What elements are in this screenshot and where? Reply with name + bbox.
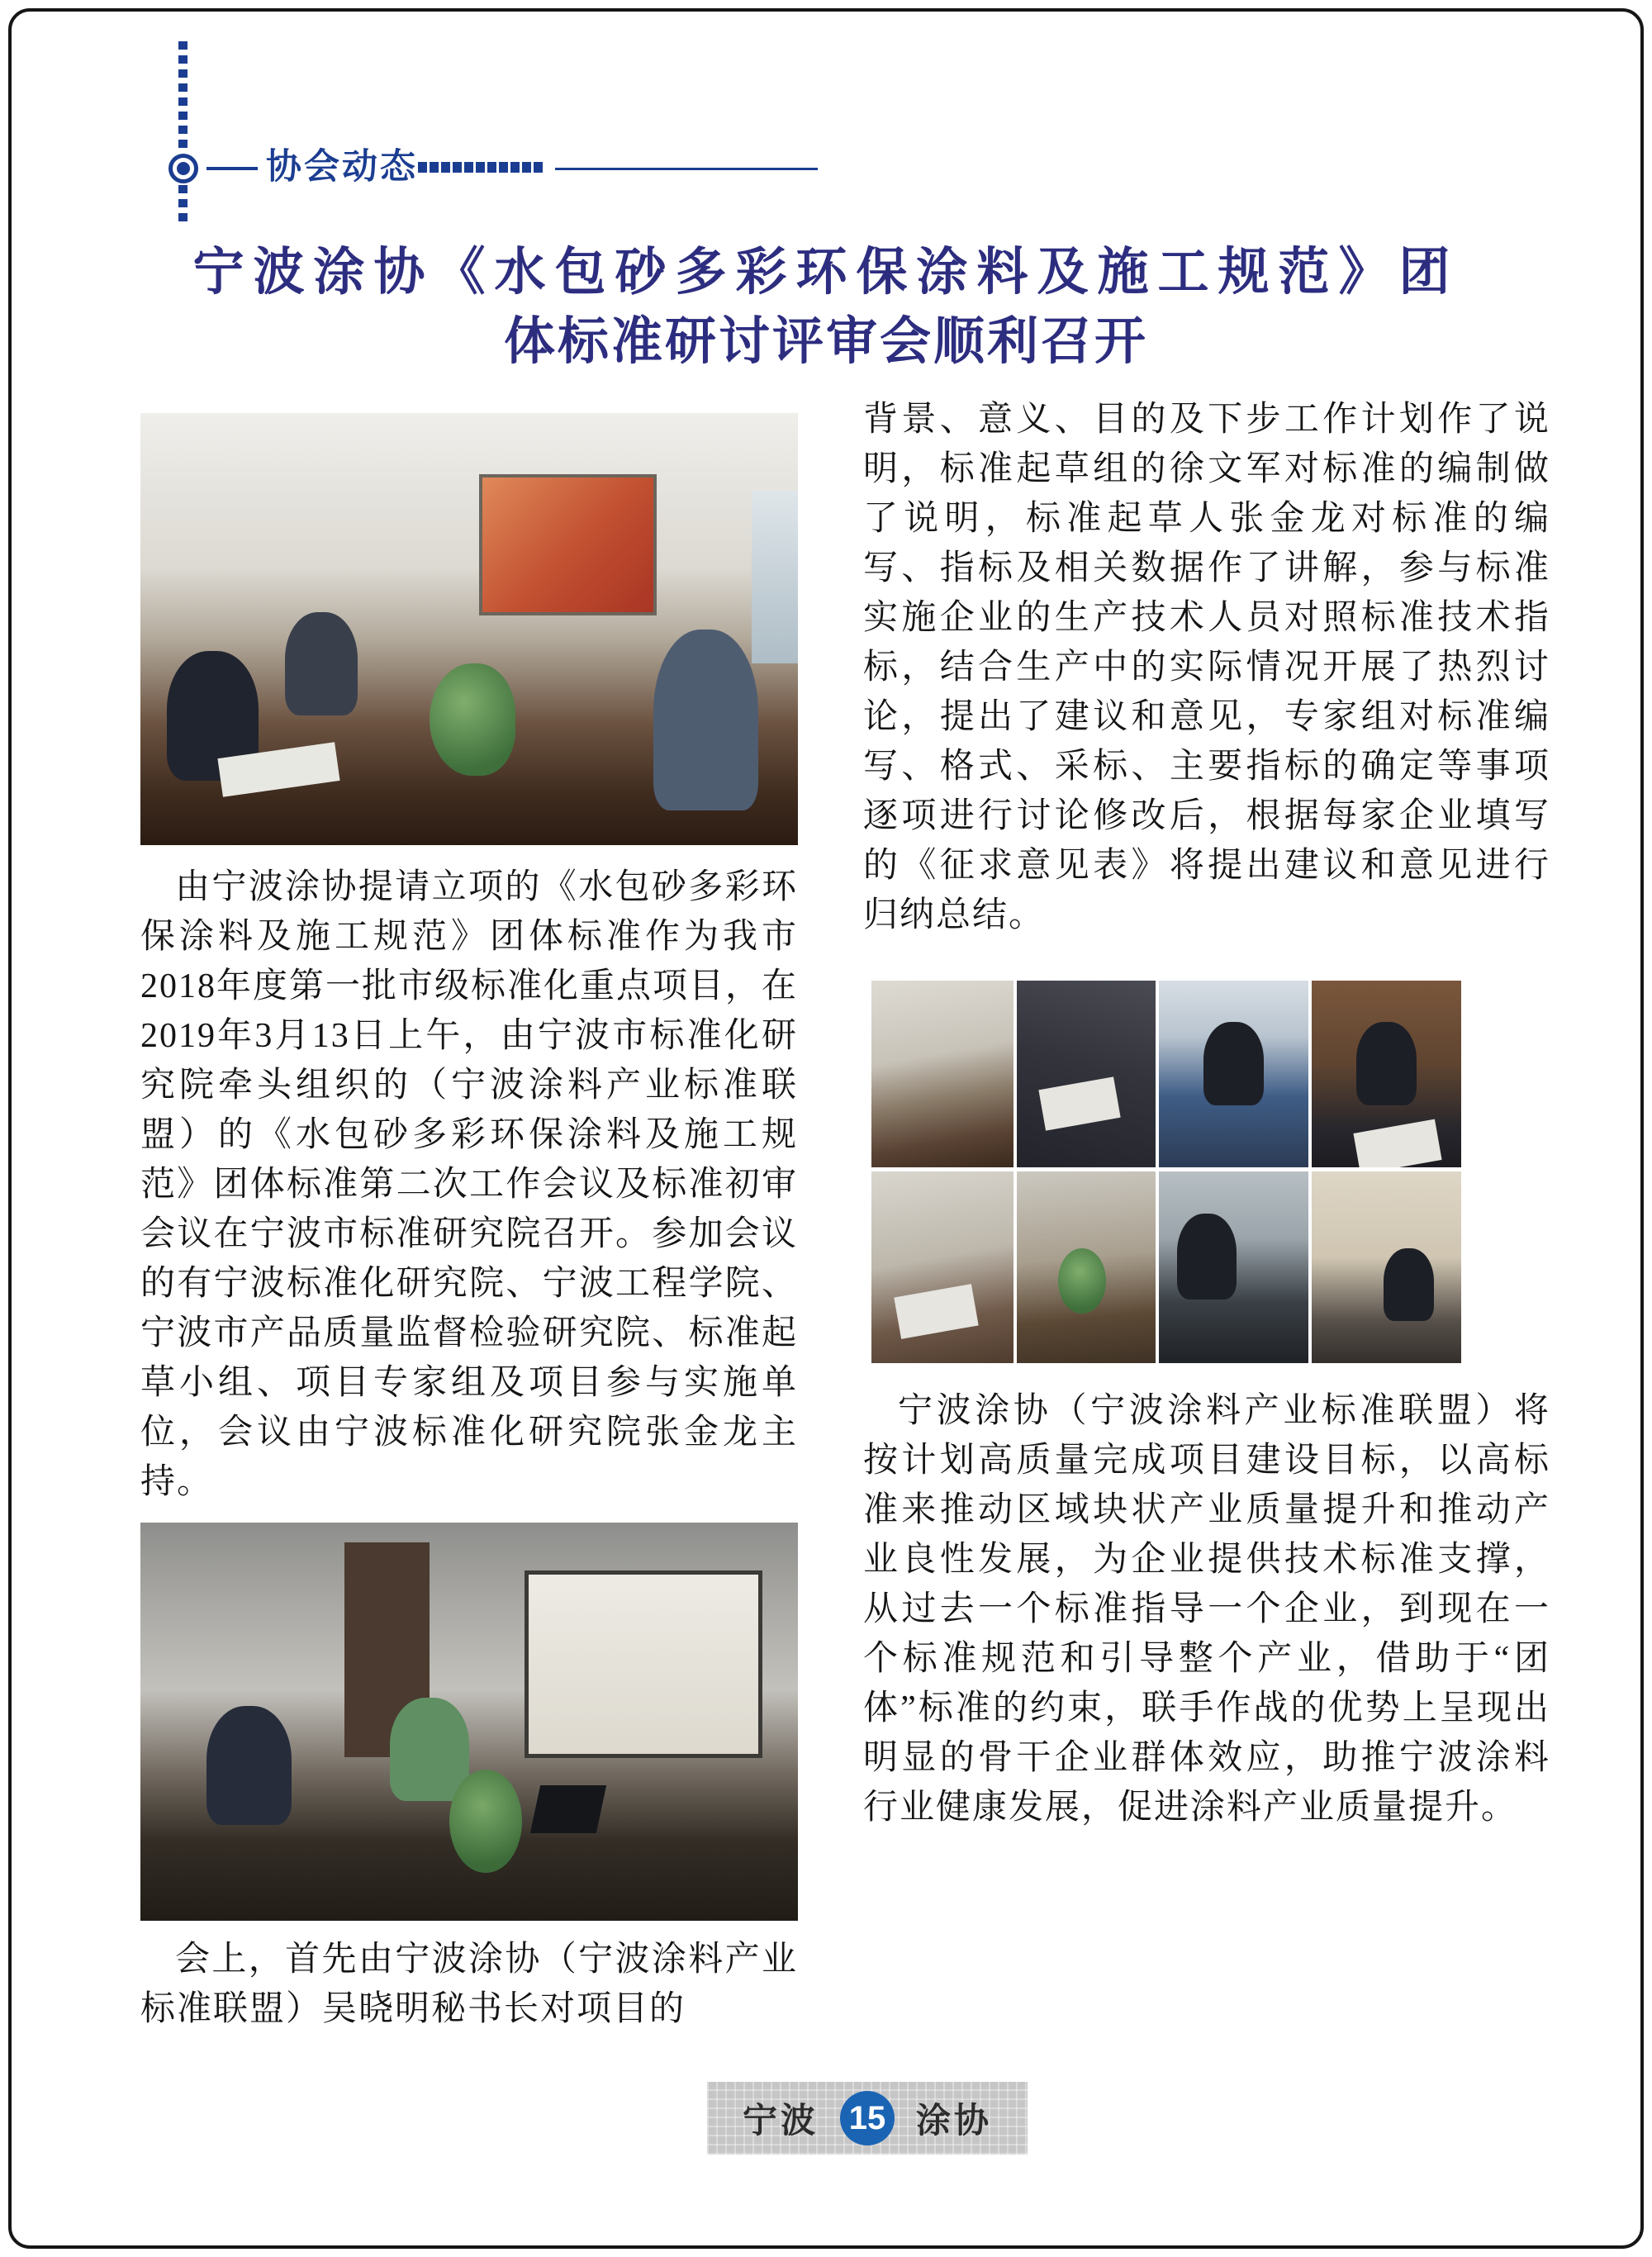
dashed-line-decoration-top [178, 41, 188, 149]
attendees-reviewing-materials-photo [1017, 1171, 1156, 1363]
laptop [529, 1785, 605, 1833]
speaker-figure [1356, 1022, 1416, 1106]
attendee-figure [206, 1706, 292, 1826]
meeting-room-overview-photo [871, 981, 1014, 1167]
left-paragraph-2: 会上，首先由宁波涂协（宁波涂料产业标准联盟）吴晓明秘书长对项目的 [140, 1941, 798, 2028]
page-title-line1: 宁波涂协《水包砂多彩环保涂料及施工规范》团 [192, 244, 1460, 301]
enterprise-reps-at-table-photo [1159, 981, 1308, 1167]
footer-page-bar [707, 2082, 1028, 2155]
table-plant [1058, 1248, 1105, 1314]
silhouette-figure [1177, 1214, 1237, 1300]
page-number-badge: 15 [840, 2091, 895, 2145]
right-paragraph-1: 背景、意义、目的及下步工作计划作了说明，标准起草组的徐文军对标准的编制做了说明，标准起草人张金龙对标准的编写、指标及相关数据作了讲解，参与标准实施企业的生产技术人员对照标准技术指标，结合生产中的实际情况开展了热烈讨论，提出了建议和意见，专家组对标准编写、格式、采标、主要指标的确定等事项逐项进行讨论修改后，根据每家企业填写的《征求意见表》将提出建议和意见进行归纳总结。 [863, 401, 1550, 934]
speaker-black-jacket-photo [1312, 981, 1461, 1167]
conference-table-screen-photo [871, 1171, 1014, 1363]
footer-city-label: 宁波 [742, 2101, 819, 2140]
white-papers [1354, 1119, 1442, 1167]
speaker-figure [390, 1698, 469, 1801]
window-silhouette-discussion-photo [1159, 1171, 1308, 1363]
delegate-reading-documents-photo [1017, 981, 1156, 1167]
table-plant [449, 1770, 522, 1873]
section-label: 协会动态 [266, 147, 418, 187]
bullet-dot [177, 162, 190, 175]
square-dashes-decoration [418, 162, 544, 173]
page-title [124, 238, 1528, 377]
presentation-screen [529, 1575, 759, 1754]
expert-figure [1384, 1248, 1435, 1321]
bullet-circle-icon [169, 154, 198, 183]
meeting-room-wide-photo [140, 413, 798, 845]
header-rule-short [206, 167, 258, 170]
review-meeting-presentation-photo [140, 1523, 798, 1921]
dashed-line-decoration-bottom [178, 185, 188, 225]
white-papers [894, 1284, 978, 1339]
attendee-figure [1203, 1022, 1263, 1106]
header-rule-long [555, 168, 818, 170]
attendee-figure [653, 630, 758, 811]
window-light [752, 491, 798, 663]
right-paragraph-2: 宁波涂协（宁波涂料产业标准联盟）将按计划高质量完成项目建设目标，以高标准来推动区域块状产业质量提升和推动产业良性发展，为企业提供技术标准支撑，从过去一个标准指导一个企业，到现在一个标准规范和引导整个产业，借助于“团体”标准的约束，联手作战的优势上呈现出明显的骨干企业群体效应，助推宁波涂料行业健康发展，促进涂料产业质量提升。 [863, 1392, 1550, 1827]
white-papers [1039, 1077, 1122, 1131]
meeting-photo-collage [871, 981, 1464, 1363]
projector-screen [482, 478, 653, 611]
footer-org-label: 涂协 [916, 2101, 993, 2140]
expert-speaking-at-desk-photo [1312, 1171, 1461, 1363]
table-plant [430, 663, 515, 776]
attendee-figure [285, 612, 358, 716]
left-paragraph-1: 由宁波涂协提请立项的《水包砂多彩环保涂料及施工规范》团体标准作为我市2018年度第一批市级标准化重点项目，在2019年3月13日上午，由宁波市标准化研究院牵头组织的（宁波涂料产业标准联盟）的《水包砂多彩环保涂料及施工规范》团体标准第二次工作会议及标准初审会议在宁波市标准研究院召开。参加会议的有宁波标准化研究院、宁波工程学院、宁波市产品质量监督检验研究院、标准起草小组、项目专家组及项目参与实施单位，会议由宁波标准化研究院张金龙主持。 [140, 868, 799, 1501]
page-title-line2: 体标准研讨评审会顺利召开 [503, 313, 1148, 370]
